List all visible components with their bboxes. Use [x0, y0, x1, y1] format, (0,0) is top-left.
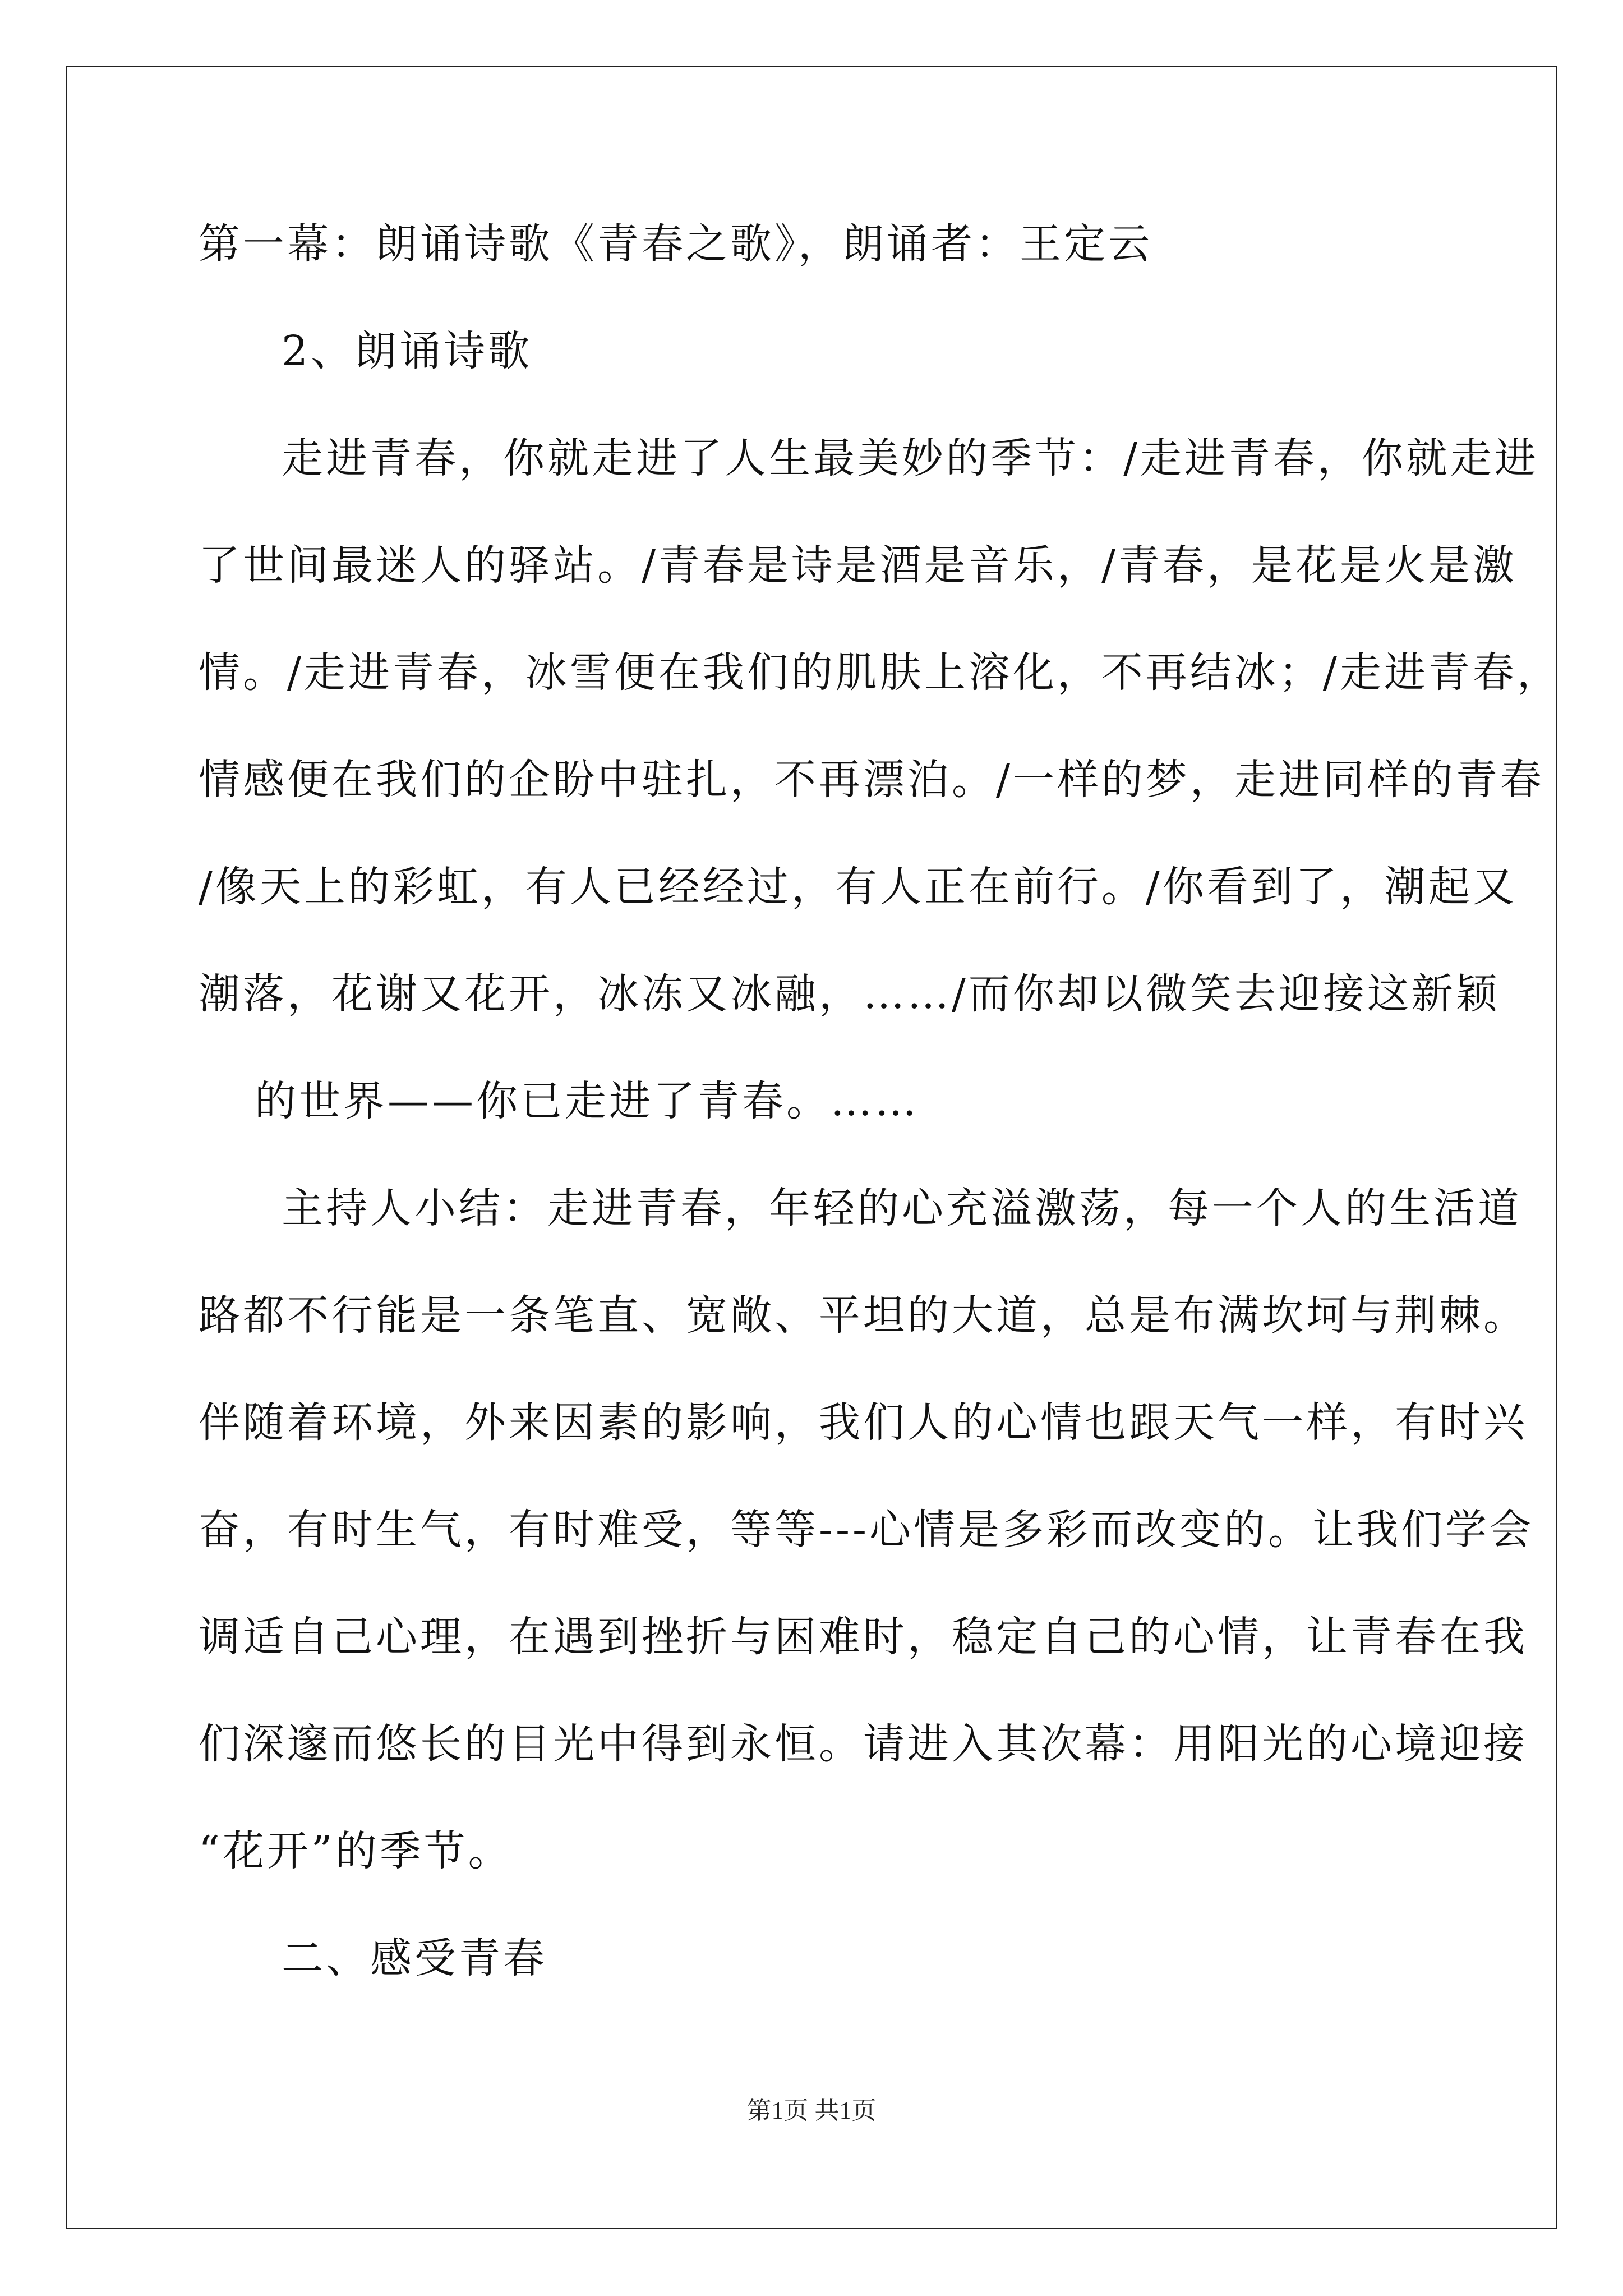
poem-paragraph-line: 的世界——你已走进了青春。……	[255, 1077, 919, 1125]
host-summary-line: 调适自己心理，在遇到挫折与困难时，稳定自己的心情，让青春在我	[199, 1613, 1528, 1661]
act-one-heading: 第一幕：朗诵诗歌《青春之歌》，朗诵者：王定云	[199, 220, 1152, 268]
host-summary-line: 奋，有时生气，有时难受，等等---心情是多彩而改变的。让我们学会	[199, 1506, 1534, 1554]
host-summary-line: 路都不行能是一条笔直、宽敞、平坦的大道，总是布满坎坷与荆棘。	[199, 1291, 1528, 1340]
poem-paragraph-line: 走进青春，你就走进了人生最美妙的季节：/走进青春，你就走进	[282, 434, 1539, 482]
section-heading-feel-youth: 二、感受青春	[282, 1934, 547, 1982]
poem-paragraph-line: 了世间最迷人的驿站。/青春是诗是酒是音乐，/青春，是花是火是激	[199, 541, 1517, 590]
page-border	[66, 66, 1557, 2229]
poem-paragraph-line: 情。/走进青春，冰雪便在我们的肌肤上溶化，不再结冰；/走进青春，	[199, 648, 1561, 697]
poem-paragraph-line: 情感便在我们的企盼中驻扎，不再漂泊。/一样的梦，走进同样的青春	[199, 756, 1544, 804]
host-summary-line: 主持人小结：走进青春，年轻的心充溢激荡，每一个人的生活道	[282, 1184, 1522, 1232]
poem-paragraph-line: 潮落，花谢又花开，冰冻又冰融，……/而你却以微笑去迎接这新颖	[199, 970, 1500, 1018]
poem-paragraph-line: /像天上的彩虹，有人已经经过，有人正在前行。/你看到了，潮起又	[199, 863, 1517, 911]
host-summary-line: 伴随着环境，外来因素的影响，我们人的心情也跟天气一样，有时兴	[199, 1398, 1528, 1447]
page-number-footer: 第1页 共1页	[746, 2097, 877, 2124]
host-summary-line: “花开”的季节。	[199, 1827, 513, 1875]
section-heading-recitation: 2、朗诵诗歌	[282, 327, 533, 375]
host-summary-line: 们深邃而悠长的目光中得到永恒。请进入其次幕：用阳光的心境迎接	[199, 1720, 1528, 1768]
